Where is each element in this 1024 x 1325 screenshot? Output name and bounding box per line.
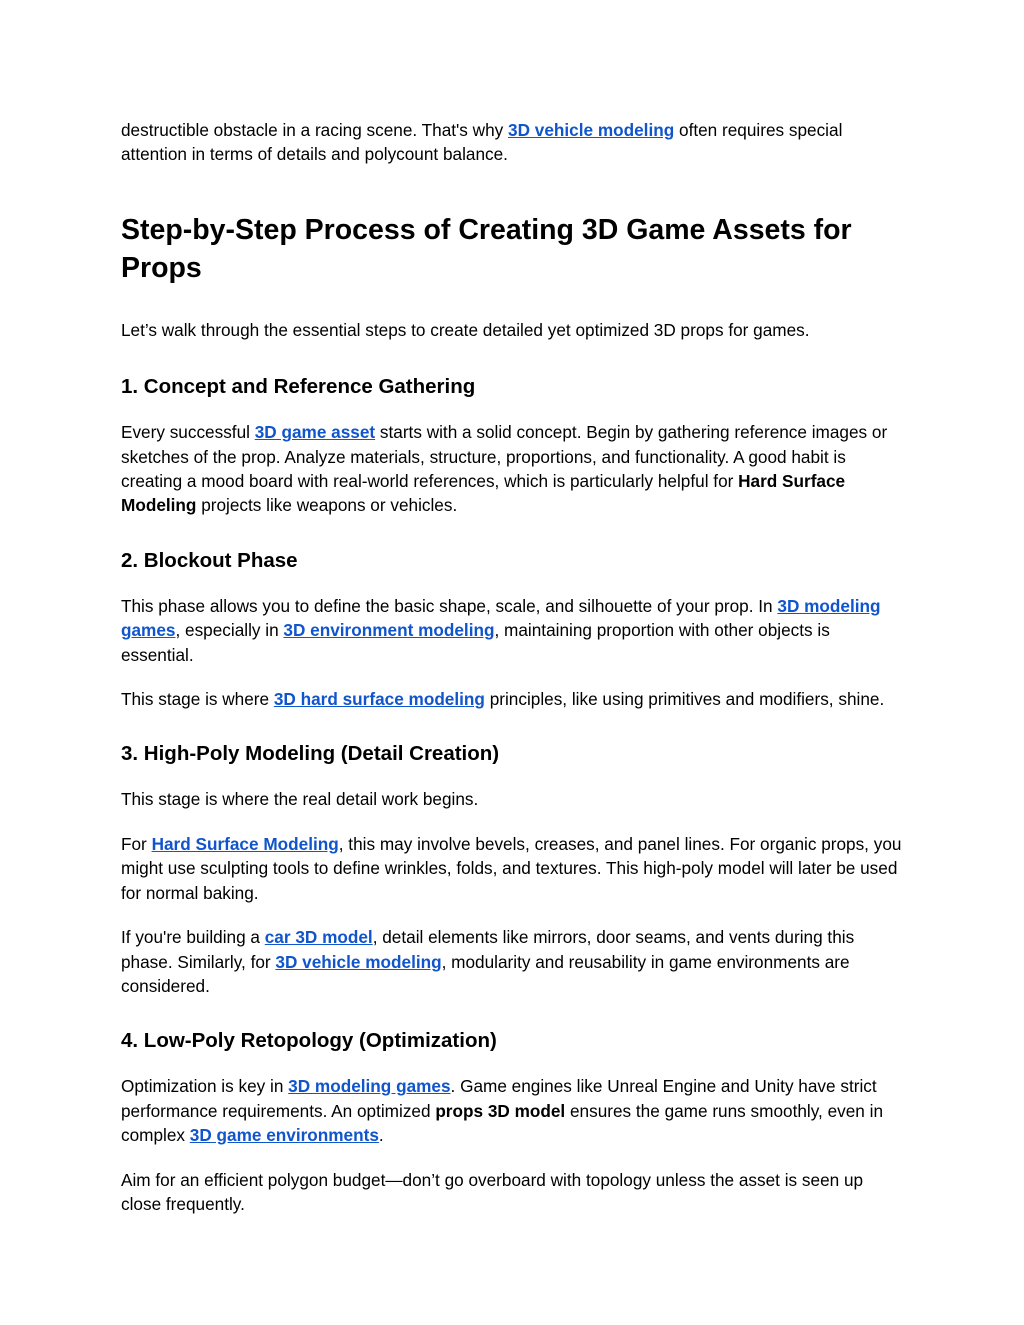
section-heading-blockout: 2. Blockout Phase	[121, 548, 298, 572]
link-3d-vehicle-modeling[interactable]: 3D vehicle modeling	[508, 120, 675, 140]
document-body	[121, 118, 906, 1216]
bold-hard-surface-modeling: Hard Surface Modeling	[121, 471, 846, 516]
link-3d-modeling-games[interactable]: 3D modeling games	[121, 595, 881, 641]
high-poly-text-5: , modularity and reusability in game environments are considered.	[121, 951, 850, 996]
low-poly-paragraph-1	[121, 1074, 906, 1147]
link-3d-vehicle-modeling-2[interactable]: 3D vehicle modeling	[275, 951, 442, 972]
low-poly-text-1: Optimization is key in	[121, 1076, 289, 1097]
concept-text-3: projects like weapons or vehicles.	[196, 495, 458, 516]
blockout-paragraph-2	[121, 687, 906, 711]
intro-text-1: destructible obstacle in a racing scene. That's why	[121, 120, 509, 140]
link-3d-game-asset[interactable]: 3D game asset	[254, 422, 376, 443]
low-poly-paragraph-2: Aim for an efficient polygon budget—don’t go overboard with topology unless the asset is seen up close frequently.	[121, 1169, 864, 1214]
intro-text-2: often requires special attention in terms of details and polycount balance.	[121, 120, 843, 165]
high-poly-paragraph-3	[121, 925, 906, 998]
bold-props-3d-model: props 3D model	[435, 1100, 566, 1121]
blockout-text-5: principles, like using primitives and modifiers, shine.	[484, 689, 885, 710]
low-poly-text-2: . Game engines like Unreal Engine and Unity have strict performance requirements. An optimized	[121, 1076, 877, 1121]
high-poly-text-1: For	[121, 833, 152, 854]
intro-paragraph	[121, 118, 906, 167]
section-heading-concept: 1. Concept and Reference Gathering	[121, 375, 476, 399]
concept-text-1: Every successful	[121, 422, 255, 443]
blockout-text-3: , maintaining proportion with other objects is essential.	[121, 620, 830, 665]
concept-paragraph	[121, 420, 906, 518]
high-poly-text-3: If you're building a	[121, 927, 265, 948]
low-poly-text-3: ensures the game runs smoothly, even in complex	[121, 1100, 884, 1146]
section-heading-low-poly: 4. Low-Poly Retopology (Optimization)	[121, 1029, 497, 1053]
link-3d-environment-modeling[interactable]: 3D environment modeling	[283, 620, 495, 641]
blockout-text-1: This phase allows you to define the basic shape, scale, and silhouette of your prop. In	[121, 595, 778, 616]
blockout-text-2: , especially in	[175, 620, 284, 641]
blockout-paragraph-1	[121, 594, 906, 667]
link-3d-modeling-games-2[interactable]: 3D modeling games	[288, 1076, 451, 1097]
concept-text-2: starts with a solid concept. Begin by gathering reference images or sketches of the prop. Analyze materials, structure, proportions, and functionality. A good habit is creating a mood board with real-world references, which is particularly helpful for	[121, 422, 888, 492]
high-poly-paragraph-2	[121, 832, 906, 905]
link-3d-game-environments[interactable]: 3D game environments	[189, 1125, 379, 1146]
link-hard-surface-modeling[interactable]: Hard Surface Modeling	[151, 833, 339, 854]
high-poly-text-2: , this may involve bevels, creases, and panel lines. For organic props, you might use sculpting tools to define wrinkles, folds, and textures. This high-poly model will later be used for normal baking.	[121, 833, 902, 903]
low-poly-text-4: .	[378, 1125, 384, 1146]
lead-paragraph: Let’s walk through the essential steps to create detailed yet optimized 3D props for games.	[121, 319, 810, 340]
high-poly-paragraph-1: This stage is where the real detail work begins.	[121, 789, 479, 810]
link-car-3d-model[interactable]: car 3D model	[264, 927, 373, 948]
high-poly-text-4: , detail elements like mirrors, door seams, and vents during this phase. Similarly, for	[121, 927, 855, 972]
blockout-text-4: This stage is where	[121, 689, 274, 710]
link-3d-hard-surface-modeling[interactable]: 3D hard surface modeling	[273, 689, 485, 710]
section-heading-high-poly: 3. High-Poly Modeling (Detail Creation)	[121, 742, 500, 766]
page-title: Step-by-Step Process of Creating 3D Game Assets for Props	[121, 213, 852, 285]
